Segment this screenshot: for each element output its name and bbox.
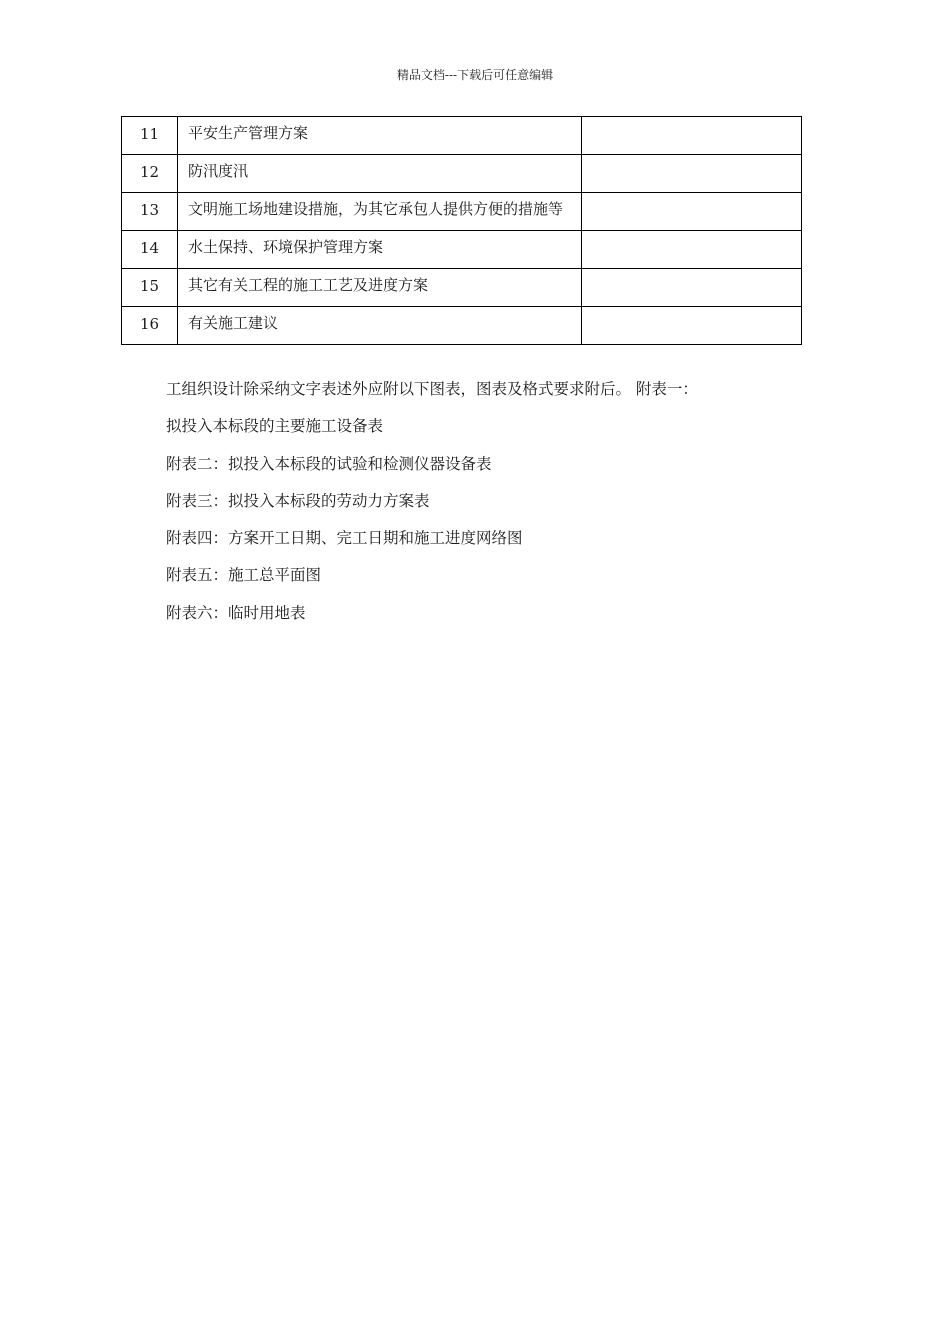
- item-number: 12: [139, 163, 160, 181]
- plan-items-table: [121, 116, 802, 345]
- item-title-cell: [178, 269, 582, 307]
- table-row: [122, 155, 802, 193]
- item-number: 15: [139, 277, 160, 295]
- page-header: 精品文档---下载后可任意编辑: [396, 68, 554, 82]
- table-row: [122, 269, 802, 307]
- item-title-cell: [178, 307, 582, 345]
- item-number: 16: [139, 315, 160, 333]
- note-line: 附表二：拟投入本标段的试验和检测仪器设备表: [166, 454, 492, 473]
- note-line: 拟投入本标段的主要施工设备表: [166, 417, 384, 436]
- item-remark-cell: [582, 155, 802, 193]
- item-number: 14: [139, 239, 160, 257]
- item-remark-cell: [582, 307, 802, 345]
- item-remark-cell: [582, 193, 802, 231]
- item-remark-cell: [582, 269, 802, 307]
- attachment-notes: [166, 378, 786, 639]
- item-title-cell: [178, 117, 582, 155]
- table-row: [122, 117, 802, 155]
- note-line: 附表三：拟投入本标段的劳动力方案表: [166, 491, 430, 510]
- table-row: [122, 307, 802, 345]
- item-title: 有关施工建议: [188, 314, 279, 332]
- item-number-cell: [122, 193, 178, 231]
- item-number-cell: [122, 307, 178, 345]
- note-line: 附表五：施工总平面图: [166, 566, 322, 585]
- item-title: 文明施工场地建设措施，为其它承包人提供方便的措施等: [188, 200, 564, 218]
- table-row: [122, 193, 802, 231]
- item-title: 防汛度汛: [188, 162, 249, 180]
- item-number-cell: [122, 117, 178, 155]
- item-title-cell: [178, 155, 582, 193]
- item-title-cell: [178, 231, 582, 269]
- table-row: [122, 231, 802, 269]
- note-line: 附表四：方案开工日期、完工日期和施工进度网络图: [166, 529, 523, 548]
- item-remark-cell: [582, 117, 802, 155]
- item-title-cell: [178, 193, 582, 231]
- item-number: 13: [139, 201, 160, 219]
- item-number-cell: [122, 155, 178, 193]
- item-title: 其它有关工程的施工工艺及进度方案: [188, 276, 429, 294]
- item-title: 平安生产管理方案: [188, 124, 309, 142]
- note-line: 工组织设计除采纳文字表述外应附以下图表，图表及格式要求附后。 附表一：: [166, 380, 698, 398]
- item-number-cell: [122, 269, 178, 307]
- item-number-cell: [122, 231, 178, 269]
- item-number: 11: [139, 125, 160, 143]
- note-line: 附表六：临时用地表: [166, 603, 306, 622]
- item-remark-cell: [582, 231, 802, 269]
- item-title: 水土保持、环境保护管理方案: [188, 238, 384, 256]
